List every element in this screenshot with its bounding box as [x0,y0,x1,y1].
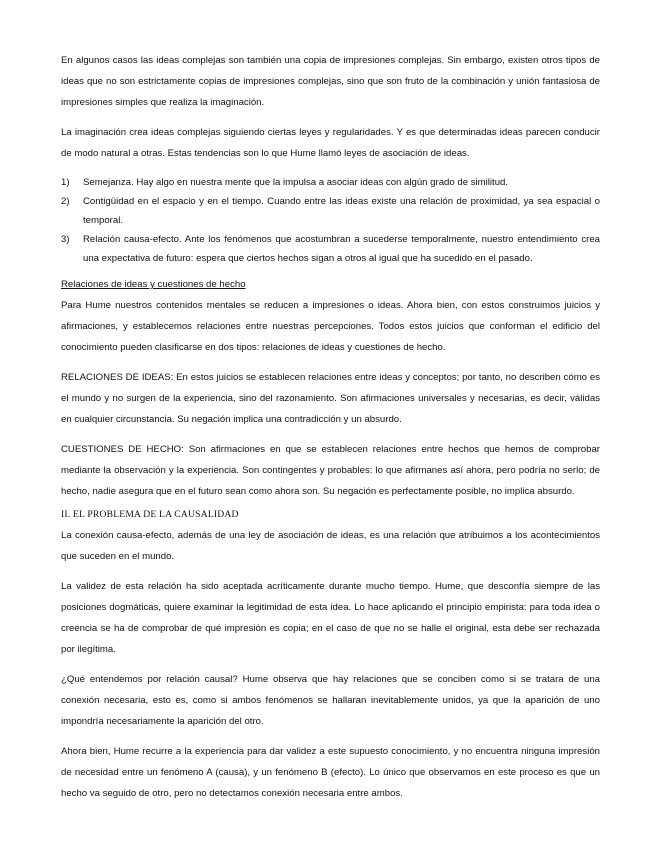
paragraph-experience: Ahora bien, Hume recurre a la experiencia para dar validez a este supuesto conocimiento, y no encuentra ninguna impresión de necesidad entre un fenómeno A (causa), y un fenómeno B (efecto). Lo único que observamos en este proceso es que un hecho va seguido de otro, pero no detectamos conexión necesaria entre ambos. [61,746,600,799]
section-heading-causalidad: II. EL PROBLEMA DE LA CAUSALIDAD [61,509,239,520]
list-item: 3) Relación causa-efecto. Ante los fenómenos que acostumbran a sucederse temporalmente, nuestro entendimiento crea una expectativa de futuro: espera que ciertos hechos sigan a otros al igual que ha sucedido en el pasado. [61,234,600,264]
paragraph-imagination: La imaginación crea ideas complejas siguiendo ciertas leyes y regularidades. Y es que determinadas ideas parecen conducir de modo natural a otras. Estas tendencias son lo que Hume llamó leyes de asociación de ideas. [61,127,600,159]
paragraph-causal-relation: ¿Qué entendemos por relación causal? Hume observa que hay relaciones que se conciben como si se tratara de una conexión necesaria, esto es, como si ambos fenómenos se hallaran inevitablemente unidos, ya que la aparición de uno impondría necesariamente la aparición del otro. [61,674,600,727]
list-item: 1) Semejanza. Hay algo en nuestra mente que la impulsa a asociar ideas con algún grado de similitud. [61,177,509,188]
section-heading-relaciones: Relaciones de ideas y cuestiones de hecho [61,279,246,290]
paragraph-relaciones-de-ideas: RELACIONES DE IDEAS: En estos juicios se establecen relaciones entre ideas y conceptos; por tanto, no describen cómo es el mundo y no surgen de la experiencia, sino del razonamiento. Son afirmaciones universales y necesarias, es decir, válidas en cualquier circunstancia. Su negación implica una contradicción y un absurdo. [61,372,600,425]
paragraph-complex-ideas: En algunos casos las ideas complejas son también una copia de impresiones complejas. Sin embargo, existen otros tipos de ideas que no son estrictamente copias de impresiones complejas, sino que son fruto de la combinación y unión fantasiosa de impresiones simples que realiza la imaginación. [61,55,600,108]
paragraph-cuestiones-de-hecho: CUESTIONES DE HECHO: Son afirmaciones en que se establecen relaciones entre hechos que hemos de comprobar mediante la observación y la experiencia. Son contingentes y probables: lo que afirmanes así ahora, pero podría no serlo; de hecho, nadie asegura que en el futuro sean como ahora son. Su negación es perfectamente posible, no implica absurdo. [61,444,600,497]
association-laws-list [61,173,600,268]
list-item: 2) Contigüidad en el espacio y en el tiempo. Cuando entre las ideas existe una relación de proximidad, ya sea espacial o temporal. [61,196,600,226]
paragraph-cause-effect: La conexión causa-efecto, además de una ley de asociación de ideas, es una relación que atribuimos a los acontecimientos que suceden en el mundo. [61,530,600,562]
paragraph-mental-contents: Para Hume nuestros contenidos mentales se reducen a impresiones o ideas. Ahora bien, con estos construimos juicios y afirmaciones, y establecemos relaciones entre nuestras percepciones. Todos estos juicios que conforman el edificio del conocimiento pueden clasificarse en dos tipos: relaciones de ideas y cuestiones de hecho. [61,300,600,353]
paragraph-validity: La validez de esta relación ha sido aceptada acríticamente durante mucho tiempo. Hume, que desconfía siempre de las posiciones dogmáticas, quiere examinar la legitimidad de esta idea. Lo hace aplicando el principio empirista: para toda idea o creencia se ha de comprobar de qué impresión es copia; en el caso de que no se halle el original, esta debe ser rechazada por ilegítima. [61,581,600,655]
